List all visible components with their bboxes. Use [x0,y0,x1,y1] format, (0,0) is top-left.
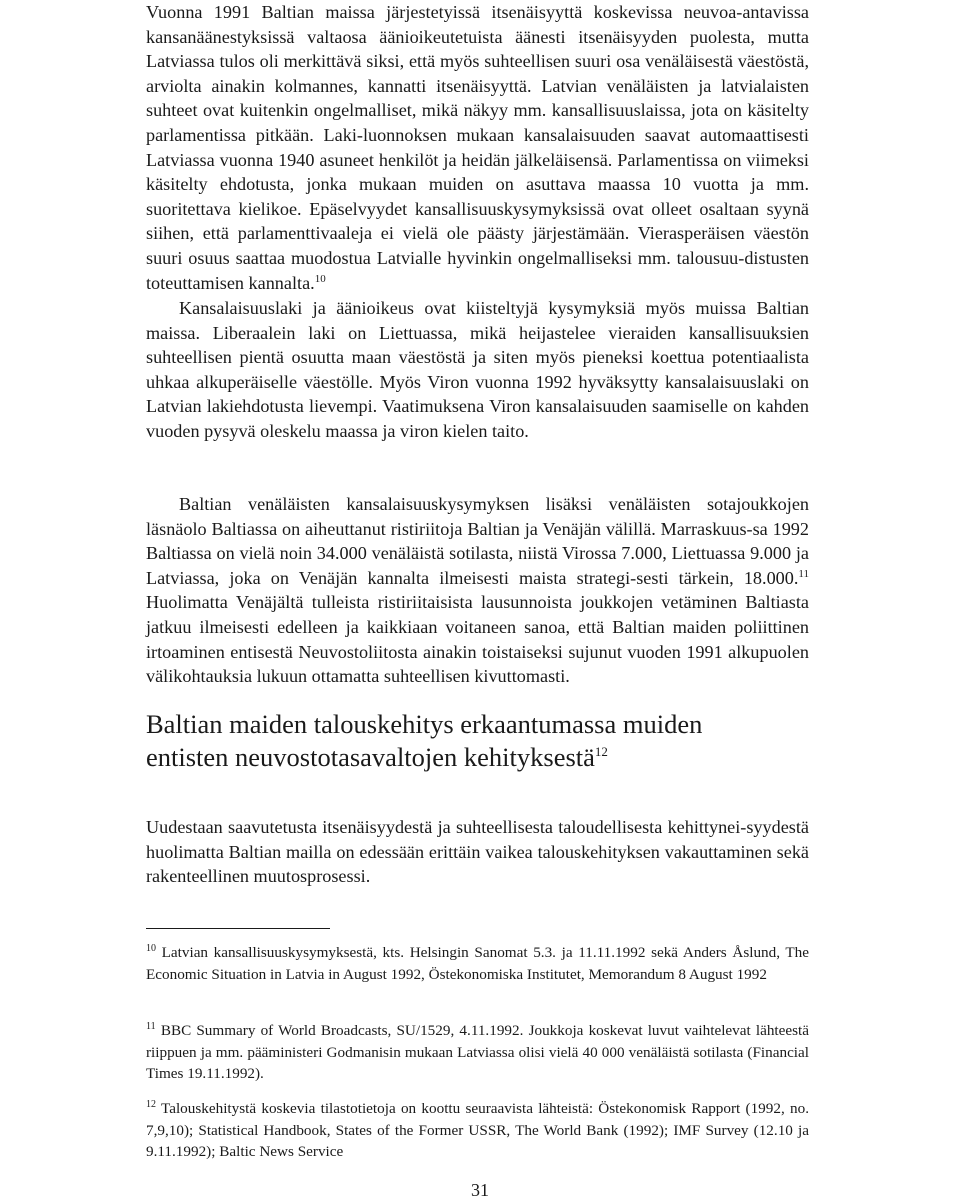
paragraph-text-continued: Huolimatta Venäjältä tulleista ristiriitaisista lausunnoista joukkojen vetäminen Baltiasta jatkuu ilmeisesti edelleen ja kaikkiaan voitaneen sanoa, että Baltian maiden poliittinen irtoaminen entisestä Neuvostoliitosta ainakin toistaiseksi sujunut vuoden 1991 alkupuolen välikohtauksia lukuun ottamatta suhteellisen kivuttomasti. [146,592,809,687]
paragraph-text: Vuonna 1991 Baltian maissa järjestetyissä itsenäisyyttä koskevissa neuvoa-antavissa kansanäänestyksissä valtaosa äänioikeutetuista äänesti itsenäisyyden puolesta, mutta Latviassa tulos oli merkittävä siksi, että myös suhteellisen suuri osa venäläisestä väestöstä, arviolta ainakin kolmannes, kannatti itsenäisyyttä. Latvian venäläisten ja latvialaisten suhteet ovat kuitenkin ongelmalliset, mikä näkyy mm. kansallisuuslaissa, jota on käsitelty parlamentissa pitkään. Laki-luonnoksen mukaan kansalaisuuden saavat automaattisesti Latviassa vuonna 1940 asuneet henkilöt ja heidän jälkeläisensä. Parlamentissa on viimeksi käsitelty ehdotusta, jonka mukaan muiden on asuttava maassa 10 vuotta ja mm. suoritettava kielikoe. Epäselvyydet kansallisuuskysymyksissä ovat olleet osaltaan syynä siihen, että parlamenttivaaleja ei vielä ole päästy järjestämään. Vierasperäisen väestön suuri osuus saattaa muodostua Latvialle hyvinkin ongelmalliseksi mm. talousuu-distusten toteuttamisen kannalta. [146,2,809,293]
footnote-divider [146,928,330,929]
footnote-text: Talouskehitystä koskevia tilastotietoja on koottu seuraavista lähteistä: Östekonomisk Rapport (1992, no. 7,9,10); Statistical Handbook, States of the Former USSR, The World Bank (1992); IMF Survey (12.10 ja 9.11.1992); Baltic News Service [146,1100,809,1160]
footnote-ref-10: 10 [314,272,326,285]
footnote-ref-12: 12 [594,744,608,760]
body-paragraph-3 [146,492,809,689]
paragraph-text: Uudestaan saavutetusta itsenäisyydestä ja suhteellisesta taloudellisesta kehittynei-syydestä huolimatta Baltian mailla on edessään erittäin vaikea talouskehityksen vakauttaminen sekä rakenteellinen muutosprosessi. [146,817,809,887]
body-paragraph-1 [146,0,809,295]
paragraph-text: Kansalaisuuslaki ja äänioikeus ovat kiisteltyjä kysymyksiä myös muissa Baltian maissa. Liberaalein laki on Liettuassa, mikä heijastelee vieraiden kansallisuuksien suhteellisen pientä osuutta maan väestöstä ja siten myös pieneksi koettua potentiaalista uhkaa alkuperäiselle väestölle. Myös Viron vuonna 1992 hyväksytty kansalaisuuslaki on Latvian lakiehdotusta lievempi. Vaatimuksena Viron kansalaisuuden saamiselle on kahden vuoden pysyvä oleskelu maassa ja viron kielen taito. [146,298,809,441]
body-paragraph-4 [146,815,809,889]
footnote-10 [146,942,809,985]
footnote-number: 11 [146,1020,156,1032]
footnote-number: 12 [146,1098,156,1110]
paragraph-text: Baltian venäläisten kansalaisuuskysymyksen lisäksi venäläisten sotajoukkojen läsnäolo Baltiassa on aiheuttanut ristiriitoja Baltian ja Venäjän välillä. Marraskuus-sa 1992 Baltiassa on vielä noin 34.000 venäläistä sotilasta, niistä Virossa 7.000, Liettuassa 9.000 ja Latviassa, joka on Venäjän kannalta ilmeisesti maista strategi-sesti tärkein, 18.000. [146,494,809,588]
section-heading [146,708,846,774]
footnote-text: BBC Summary of World Broadcasts, SU/1529, 4.11.1992. Joukkoja koskevat luvut vaihtelevat lähteestä riippuen ja mm. pääministeri Godmanisin mukaan Latviassa olisi vielä 40 000 venäläistä sotilasta (Financial Times 19.11.1992). [146,1022,810,1082]
page-number: 31 [471,1180,489,1200]
footnote-number: 10 [146,942,156,954]
footnote-12 [146,1098,809,1163]
heading-line-1: Baltian maiden talouskehitys erkaantumassa muiden [146,709,703,739]
heading-line-2: entisten neuvostotasavaltojen kehityksestä [146,742,595,772]
footnote-11 [146,1020,809,1085]
footnote-ref-11: 11 [798,567,809,580]
footnote-text: Latvian kansallisuuskysymyksestä, kts. Helsingin Sanomat 5.3. ja 11.11.1992 sekä Anders Åslund, The Economic Situation in Latvia in August 1992, Östekonomiska Institutet, Memorandum 8 August 1992 [146,944,809,983]
body-paragraph-2 [146,296,809,444]
